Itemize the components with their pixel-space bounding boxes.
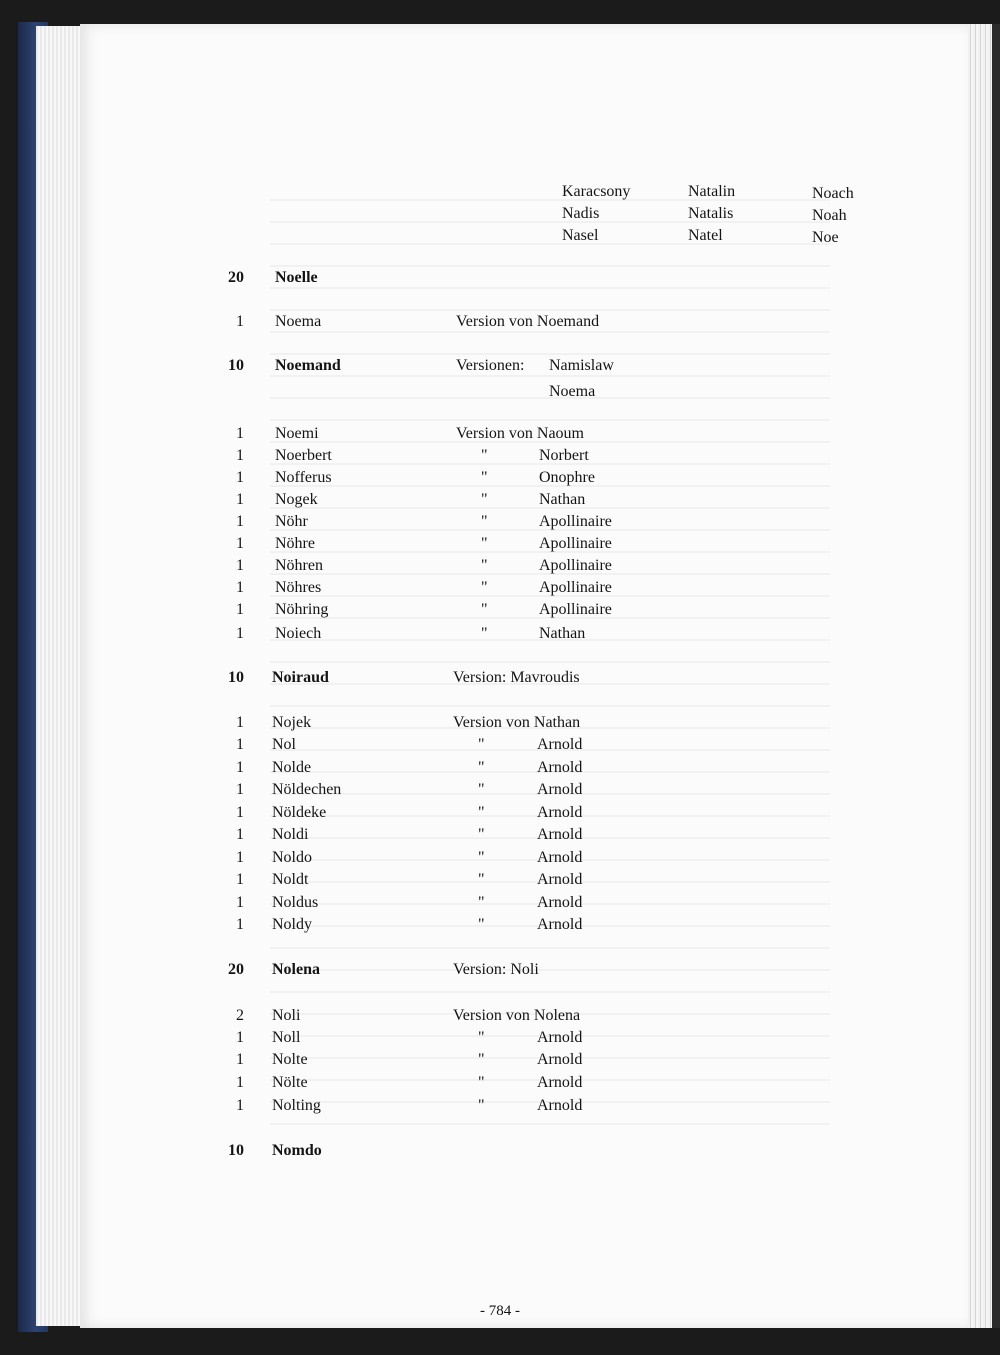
page-edges-right (968, 24, 992, 1328)
entry-variant: Namislaw (549, 357, 614, 374)
ditto-mark: " (478, 1097, 485, 1114)
entry-name: Noema (275, 313, 322, 330)
entry-name: Nöhren (275, 557, 323, 574)
entry-count: 1 (236, 535, 244, 552)
continuation-name: Natalis (688, 205, 734, 222)
entry-name: Nolte (272, 1051, 308, 1068)
entry-variant: Arnold (537, 871, 583, 888)
entry-name: Nojek (272, 714, 312, 731)
ditto-mark: " (481, 513, 488, 530)
entry-variant: Apollinaire (539, 557, 612, 574)
entry-variant: Onophre (539, 469, 595, 486)
entry-name: Nofferus (275, 469, 332, 486)
entry-variant: Arnold (537, 1051, 583, 1068)
ditto-mark: " (478, 736, 485, 753)
entry-count: 1 (236, 579, 244, 596)
entry-count: 1 (236, 601, 244, 618)
entry-name: Nomdo (272, 1142, 322, 1159)
entry-count: 1 (236, 625, 244, 642)
entry-count: 10 (228, 357, 244, 374)
ditto-mark: " (481, 579, 488, 596)
entry-variant: Arnold (537, 1097, 583, 1114)
entry-count: 1 (236, 804, 244, 821)
entry-count: 10 (228, 669, 244, 686)
entry-name: Noldi (272, 826, 309, 843)
ditto-mark: " (478, 1029, 485, 1046)
entry-note: Version von Noemand (456, 313, 600, 330)
entry-name: Noelle (275, 269, 318, 286)
ditto-mark: " (478, 849, 485, 866)
entry-name: Nöhr (275, 513, 308, 530)
entry-count: 1 (236, 513, 244, 530)
ditto-mark: " (478, 1051, 485, 1068)
entry-count: 1 (236, 714, 244, 731)
entry-variant: Arnold (537, 759, 583, 776)
ditto-mark: " (481, 535, 488, 552)
entry-name: Noemi (275, 425, 319, 442)
ditto-mark: " (478, 804, 485, 821)
entry-name: Noiraud (272, 669, 329, 686)
ditto-mark: " (481, 469, 488, 486)
entry-count: 1 (236, 894, 244, 911)
entry-count: 1 (236, 1029, 244, 1046)
entry-variant: Nathan (539, 491, 586, 508)
ditto-mark: " (478, 916, 485, 933)
ditto-mark: " (478, 1074, 485, 1091)
entry-name: Noll (272, 1029, 301, 1046)
continuation-name: Noah (812, 207, 847, 224)
entry-name: Nogek (275, 491, 318, 508)
ditto-mark: " (478, 781, 485, 798)
entry-note: Version von Naoum (456, 425, 584, 442)
entry-variant: Apollinaire (539, 513, 612, 530)
ditto-mark: " (478, 826, 485, 843)
continuation-name: Natel (688, 227, 723, 244)
entry-count: 2 (236, 1007, 244, 1024)
entry-name: Nöldechen (272, 781, 342, 798)
entry-count: 1 (236, 491, 244, 508)
entry-count: 10 (228, 1142, 244, 1159)
entry-count: 1 (236, 557, 244, 574)
entry-variant: Arnold (537, 826, 583, 843)
entry-variant: Apollinaire (539, 601, 612, 618)
continuation-name: Noach (812, 185, 854, 202)
entry-count: 1 (236, 469, 244, 486)
entry-name: Noiech (275, 625, 322, 642)
entry-count: 1 (236, 1074, 244, 1091)
entry-count: 1 (236, 849, 244, 866)
entry-name: Noldus (272, 894, 319, 911)
entry-variant: Arnold (537, 804, 583, 821)
ditto-mark: " (481, 491, 488, 508)
entry-name: Noemand (275, 357, 341, 374)
entry-variant: Apollinaire (539, 535, 612, 552)
entry-count: 1 (236, 1097, 244, 1114)
entry-variant: Arnold (537, 1074, 583, 1091)
entry-note: Version von Nolena (453, 1007, 581, 1024)
entry-note: Version: Noli (453, 961, 539, 978)
continuation-name: Natalin (688, 183, 736, 200)
entry-count: 20 (228, 961, 244, 978)
entry-name: Nöldeke (272, 804, 327, 821)
entry-count: 1 (236, 313, 244, 330)
entry-name: Nolde (272, 759, 312, 776)
ditto-mark: " (478, 871, 485, 888)
entry-name: Nölte (272, 1074, 308, 1091)
ditto-mark: " (481, 557, 488, 574)
entry-note: Versionen: (456, 357, 525, 374)
entry-variant: Noema (549, 383, 596, 400)
ditto-mark: " (481, 601, 488, 618)
entry-count: 1 (236, 916, 244, 933)
continuation-name: Karacsony (562, 183, 631, 200)
entry-name: Nöhring (275, 601, 329, 618)
book-spine-shadow (992, 24, 1000, 1328)
entry-name: Noldo (272, 849, 312, 866)
entry-name: Nol (272, 736, 296, 753)
entry-variant: Arnold (537, 1029, 583, 1046)
entry-variant: Arnold (537, 849, 583, 866)
entry-count: 1 (236, 447, 244, 464)
continuation-name: Noe (812, 229, 839, 246)
entry-name: Noli (272, 1007, 301, 1024)
entry-name: Noldy (272, 916, 312, 933)
entry-variant: Nathan (539, 625, 586, 642)
entry-name: Nolena (272, 961, 320, 978)
ditto-mark: " (478, 894, 485, 911)
entry-count: 1 (236, 425, 244, 442)
entry-variant: Arnold (537, 736, 583, 753)
entry-name: Nöhre (275, 535, 315, 552)
entry-count: 1 (236, 736, 244, 753)
entry-variant: Arnold (537, 916, 583, 933)
entry-count: 1 (236, 759, 244, 776)
entry-count: 1 (236, 826, 244, 843)
ditto-mark: " (481, 625, 488, 642)
entry-variant: Arnold (537, 781, 583, 798)
entry-count: 20 (228, 269, 244, 286)
entry-count: 1 (236, 1051, 244, 1068)
continuation-name: Nasel (562, 227, 599, 244)
entry-name: Nolting (272, 1097, 321, 1114)
entry-note: Version von Nathan (453, 714, 581, 731)
entry-variant: Arnold (537, 894, 583, 911)
page-number: - 784 - (480, 1303, 520, 1319)
entry-count: 1 (236, 781, 244, 798)
entry-variant: Norbert (539, 447, 589, 464)
entry-name: Noerbert (275, 447, 332, 464)
entry-variant: Apollinaire (539, 579, 612, 596)
entry-name: Noldt (272, 871, 309, 888)
entry-note: Version: Mavroudis (453, 669, 580, 686)
entry-count: 1 (236, 871, 244, 888)
entry-name: Nöhres (275, 579, 322, 596)
ditto-mark: " (478, 759, 485, 776)
continuation-name: Nadis (562, 205, 600, 222)
ditto-mark: " (481, 447, 488, 464)
